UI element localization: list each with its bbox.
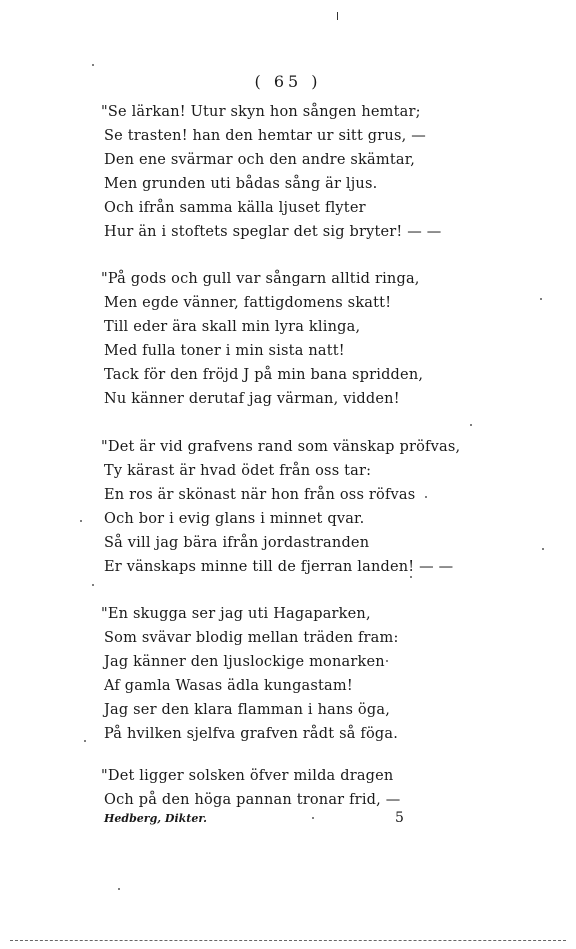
printer-mark xyxy=(337,12,338,20)
verse-line: Till eder ära skall min lyra klinga, xyxy=(104,319,361,335)
signature-mark: Hedberg, Dikter. xyxy=(104,812,207,825)
scan-speck xyxy=(410,576,412,578)
verse-line: "Det är vid grafvens rand som vänskap pröfvas, xyxy=(101,439,461,455)
page-edge-rule xyxy=(10,940,566,941)
scan-speck xyxy=(542,548,544,550)
scan-speck xyxy=(540,298,542,300)
verse-line: Hur än i stoftets speglar det sig bryter! — — xyxy=(104,224,442,240)
verse-line: Och ifrån samma källa ljuset flyter xyxy=(104,200,366,216)
verse-line: "Se lärkan! Utur skyn hon sången hemtar; xyxy=(101,104,421,120)
verse-line: "En skugga ser jag uti Hagaparken, xyxy=(101,606,371,622)
scan-speck xyxy=(386,660,388,662)
verse-line: Tack för den fröjd J på min bana spridden, xyxy=(104,367,424,383)
verse-line: "På gods och gull var sångarn alltid ringa, xyxy=(101,271,420,287)
scan-speck xyxy=(92,64,94,66)
verse-line: Er vänskaps minne till de fjerran landen! — — xyxy=(104,559,454,575)
sheet-number: 5 xyxy=(395,810,404,826)
verse-line: Nu känner derutaf jag värman, vidden! xyxy=(104,391,400,407)
verse-line: Och på den höga pannan tronar frid, — xyxy=(104,792,401,808)
page-number: ( 65 ) xyxy=(254,72,322,91)
scan-speck xyxy=(470,424,472,426)
scan-speck xyxy=(312,817,314,819)
verse-line: Jag ser den klara flamman i hans öga, xyxy=(104,702,391,718)
scan-speck xyxy=(425,496,427,498)
verse-line: "Det ligger solsken öfver milda dragen xyxy=(101,768,394,784)
verse-line: Så vill jag bära ifrån jordastranden xyxy=(104,535,370,551)
scan-speck xyxy=(80,520,82,522)
verse-line: På hvilken sjelfva grafven rådt så föga. xyxy=(104,726,399,742)
verse-line: Som svävar blodig mellan träden fram: xyxy=(104,630,399,646)
verse-line: Och bor i evig glans i minnet qvar. xyxy=(104,511,365,527)
verse-line: Se trasten! han den hemtar ur sitt grus, — xyxy=(104,128,426,144)
verse-line: En ros är skönast när hon från oss röfvas xyxy=(104,487,416,503)
verse-line: Med fulla toner i min sista natt! xyxy=(104,343,345,359)
verse-line: Den ene svärmar och den andre skämtar, xyxy=(104,152,416,168)
scan-speck xyxy=(118,888,120,890)
verse-line: Men egde vänner, fattigdomens skatt! xyxy=(104,295,392,311)
scan-speck xyxy=(92,584,94,586)
scan-speck xyxy=(84,740,86,742)
verse-line: Jag känner den ljuslockige monarken xyxy=(104,654,385,670)
verse-line: Af gamla Wasas ädla kungastam! xyxy=(104,678,353,694)
verse-line: Men grunden uti bådas sång är ljus. xyxy=(104,176,378,192)
verse-line: Ty kärast är hvad ödet från oss tar: xyxy=(104,463,372,479)
